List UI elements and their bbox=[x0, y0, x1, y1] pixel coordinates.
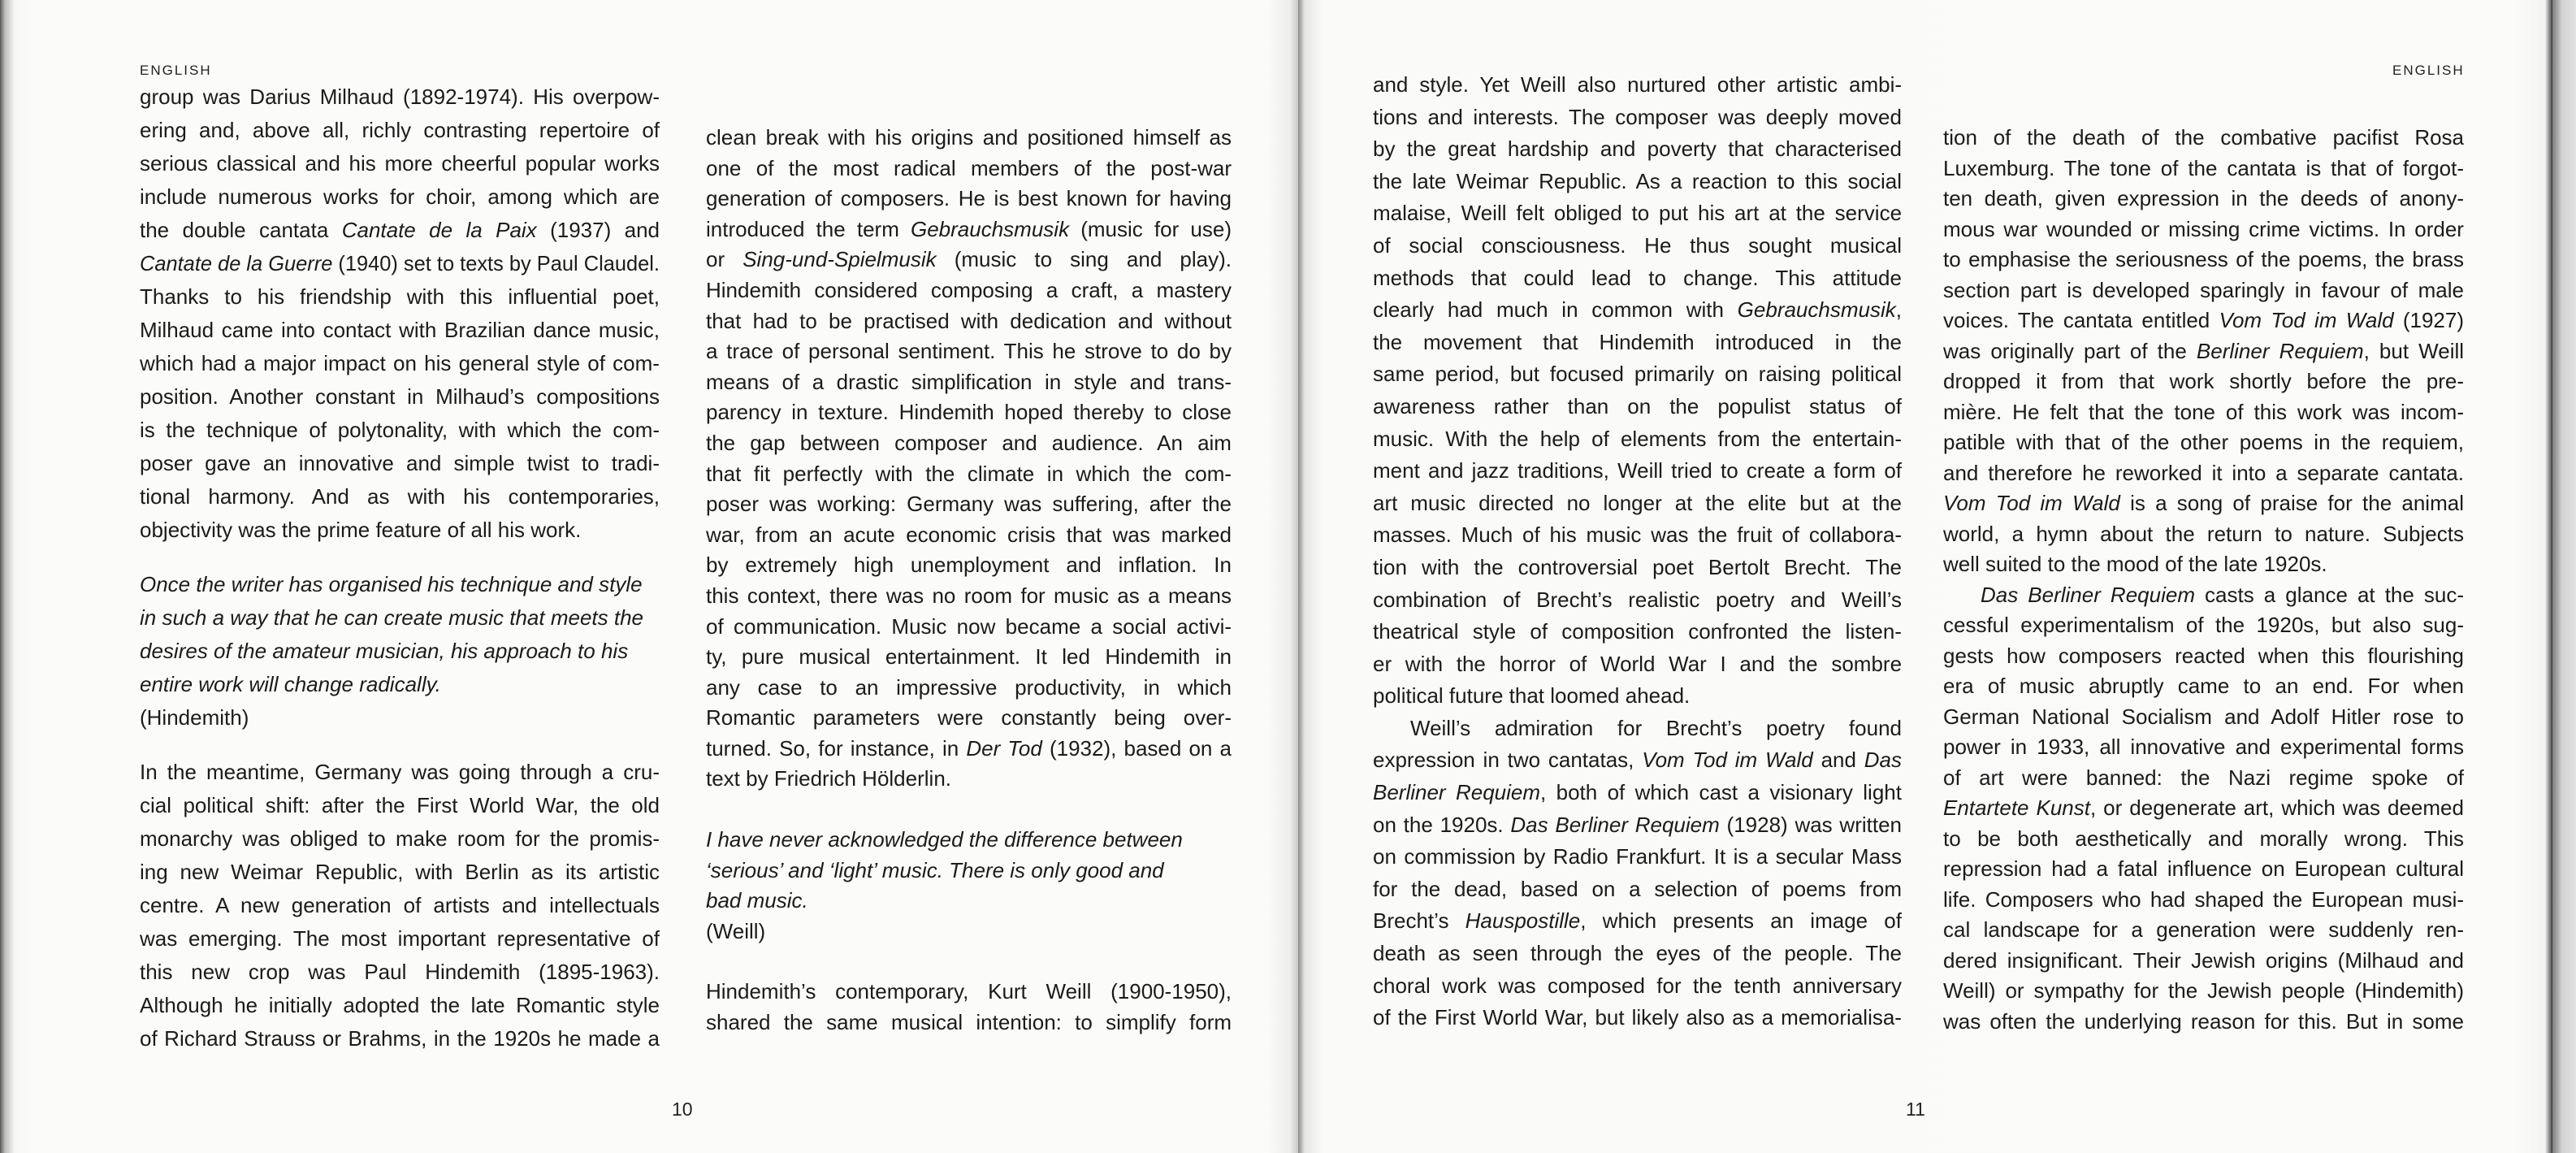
text-run: of social consciousness. He thus sought musical bbox=[1373, 232, 1903, 258]
block-quote bbox=[140, 568, 660, 735]
text-column-3 bbox=[1373, 69, 1902, 1034]
paragraph bbox=[706, 123, 1232, 795]
text-line bbox=[1943, 915, 2464, 946]
italic-title: Cantate de la Paix bbox=[341, 218, 537, 242]
text-line bbox=[706, 673, 1232, 704]
text-line bbox=[1373, 262, 1902, 295]
text-run: Hindemith’s contemporary, Kurt Weill (1900-1950), bbox=[706, 979, 1232, 1004]
text-run: war, from an acute economic crisis that was marked bbox=[706, 522, 1232, 547]
text-run: In the meantime, Germany was going through a cru- bbox=[140, 760, 660, 784]
italic-title: Cantate de la Guerre bbox=[140, 251, 333, 275]
text-run: monarchy was obliged to make room for the promis- bbox=[140, 826, 660, 851]
block-quote bbox=[706, 825, 1232, 947]
text-run: Romantic parameters were constantly being over- bbox=[706, 705, 1232, 730]
text-run: means of a drastic simplification in style and trans- bbox=[706, 369, 1232, 394]
text-run: group was Darius Milhaud (1892-1974). His overpow- bbox=[140, 85, 660, 109]
text-run: , which presents an image of bbox=[1580, 908, 1902, 934]
text-line bbox=[1943, 610, 2464, 641]
text-run: poser was working: Germany was suffering, after the bbox=[706, 492, 1232, 517]
text-run: dropped it from that work shortly before the pre- bbox=[1943, 369, 2464, 393]
text-line bbox=[706, 642, 1232, 673]
text-line bbox=[706, 581, 1232, 612]
text-line bbox=[1373, 680, 1902, 713]
text-run: ing new Weimar Republic, with Berlin as its artistic bbox=[140, 860, 660, 884]
text-line bbox=[1373, 648, 1902, 681]
text-line bbox=[1943, 366, 2464, 397]
text-run: casts a glance at the suc- bbox=[2195, 582, 2465, 607]
quote-attribution bbox=[706, 917, 1232, 947]
text-run: ten death, given expression in the deeds of anony- bbox=[1943, 186, 2464, 210]
italic-title: Das bbox=[1864, 748, 1903, 773]
text-run: the gap between composer and audience. An aim bbox=[706, 430, 1232, 455]
text-run: death as seen through the eyes of the people. The bbox=[1373, 941, 1903, 966]
text-line bbox=[140, 989, 660, 1022]
text-run: to be both aesthetically and morally wrong. This bbox=[1943, 826, 2464, 851]
booklet-edge bbox=[2552, 0, 2576, 1153]
text-column-2 bbox=[706, 123, 1232, 1038]
text-line bbox=[140, 822, 660, 856]
text-line bbox=[1943, 245, 2464, 275]
text-run: is the technique of polytonality, with which the com- bbox=[140, 418, 660, 442]
text-line bbox=[140, 447, 660, 480]
text-line bbox=[140, 889, 660, 922]
text-line bbox=[1373, 809, 1902, 842]
text-line bbox=[1943, 793, 2464, 824]
text-run: art music directed no longer at the elite but at the bbox=[1373, 490, 1902, 515]
text-run: (Weill) bbox=[706, 918, 766, 943]
text-line bbox=[706, 734, 1232, 765]
text-line bbox=[706, 336, 1232, 367]
text-run: Once the writer has organised his technique and style bbox=[140, 572, 643, 596]
text-line bbox=[706, 215, 1232, 245]
quote-line bbox=[706, 856, 1232, 886]
text-run: tions and interests. The composer was deeply moved bbox=[1373, 104, 1902, 129]
text-line bbox=[1943, 549, 2464, 580]
italic-title: Hauspostille bbox=[1465, 908, 1581, 934]
quote-attribution bbox=[140, 701, 660, 735]
text-line bbox=[1943, 184, 2464, 215]
text-line bbox=[140, 480, 660, 514]
paragraph bbox=[706, 977, 1232, 1038]
text-line bbox=[1943, 458, 2464, 489]
italic-title: Gebrauchsmusik bbox=[911, 216, 1070, 241]
text-line bbox=[140, 147, 660, 180]
text-line bbox=[1373, 327, 1902, 359]
text-line bbox=[1373, 584, 1902, 617]
text-line bbox=[1943, 824, 2464, 855]
text-run: tion of the death of the combative pacifist Rosa bbox=[1943, 125, 2465, 150]
text-line bbox=[140, 414, 660, 447]
text-line bbox=[1373, 713, 1902, 745]
text-run: I have never acknowledged the difference between bbox=[706, 827, 1183, 852]
text-line bbox=[140, 756, 660, 789]
italic-title: Vom Tod im Wald bbox=[1943, 491, 2120, 515]
text-line bbox=[140, 789, 660, 822]
text-run: ty, pure musical entertainment. It led Hindemith in bbox=[706, 644, 1232, 670]
paragraph bbox=[140, 80, 660, 547]
text-run: this new crop was Paul Hindemith (1895-1963). bbox=[140, 960, 660, 984]
text-run: of Richard Strauss or Brahms, in the 1920s he made a bbox=[140, 1026, 660, 1051]
text-run: methods that could lead to change. This attitude bbox=[1373, 265, 1902, 290]
text-run: include numerous works for choir, among which are bbox=[140, 184, 660, 209]
text-run: patible with that of the other poems in the requiem, bbox=[1943, 430, 2464, 454]
text-run: malaise, Weill felt obliged to put his art at the service bbox=[1373, 201, 1903, 226]
text-run: era of music abruptly came to an end. For when bbox=[1943, 674, 2464, 698]
text-run: same period, but focused primarily on raising political bbox=[1373, 362, 1902, 387]
text-run: on commission by Radio Frankfurt. It is a secular Mass bbox=[1373, 844, 1902, 869]
text-line bbox=[1943, 397, 2464, 428]
paragraph bbox=[140, 756, 660, 1055]
text-run: music. With the help of elements from the entertain- bbox=[1373, 426, 1902, 451]
text-run: by the great hardship and poverty that characterised bbox=[1373, 137, 1903, 162]
text-line bbox=[140, 214, 660, 247]
text-run: , or degenerate art, which was deemed bbox=[2089, 795, 2464, 820]
text-run: text by Friedrich Hölderlin. bbox=[706, 766, 951, 791]
quote-line bbox=[140, 568, 660, 601]
text-run: the late Weimar Republic. As a reaction to this social bbox=[1373, 168, 1903, 193]
text-run: theatrical style of composition confronted the listen- bbox=[1373, 619, 1902, 644]
text-line bbox=[1943, 488, 2464, 519]
text-line bbox=[706, 428, 1232, 459]
text-line bbox=[1943, 671, 2464, 702]
text-line bbox=[1373, 552, 1902, 584]
text-line bbox=[1373, 616, 1902, 648]
text-run: ment and jazz traditions, Weill tried to create a form of bbox=[1373, 458, 1903, 483]
text-line bbox=[140, 347, 660, 380]
text-run: mous war wounded or missing crime victims. In order bbox=[1943, 216, 2464, 241]
text-line bbox=[706, 764, 1232, 795]
text-run: serious classical and his more cheerful popular works bbox=[140, 151, 660, 176]
text-line bbox=[1373, 423, 1902, 456]
text-run: any case to an impressive productivity, in which bbox=[706, 674, 1232, 700]
text-run: ering and, above all, richly contrasting repertoire of bbox=[140, 118, 660, 142]
text-run: dered insignificant. Their Jewish origins (Milhaud and bbox=[1943, 947, 2465, 973]
text-run: mière. He felt that the tone of this work was incom- bbox=[1943, 399, 2464, 424]
text-run: poser gave an innovative and simple twist to tradi- bbox=[140, 451, 660, 475]
italic-title: Vom Tod im Wald bbox=[1642, 748, 1813, 773]
text-line bbox=[1373, 133, 1902, 166]
text-run: section part is developed sparingly in favour of male bbox=[1943, 277, 2464, 302]
text-run: gests how composers reacted when this flourishing bbox=[1943, 643, 2464, 668]
text-line bbox=[1943, 702, 2464, 733]
italic-title: Entartete Kunst bbox=[1943, 795, 2090, 820]
text-run: (1940) set to texts by Paul Claudel. bbox=[332, 251, 660, 275]
text-line bbox=[1943, 336, 2464, 367]
paragraph bbox=[1373, 713, 1902, 1034]
text-line bbox=[140, 956, 660, 989]
text-line bbox=[1373, 391, 1902, 423]
quote-line bbox=[140, 668, 660, 701]
text-line bbox=[706, 489, 1232, 520]
text-run: tion with the controversial poet Bertolt Brecht. The bbox=[1373, 554, 1903, 579]
text-run: the movement that Hindemith introduced in the bbox=[1373, 329, 1902, 354]
text-run: world, a hymn about the return to nature. Subjects bbox=[1943, 521, 2464, 546]
text-line bbox=[706, 459, 1232, 490]
text-line bbox=[140, 180, 660, 214]
text-run: which had a major impact on his general style of com- bbox=[140, 351, 660, 375]
italic-title: Berliner Requiem bbox=[1373, 780, 1541, 805]
text-column-1 bbox=[140, 80, 660, 1055]
text-run: of the First World War, but likely also as a memorialisa- bbox=[1373, 1005, 1902, 1030]
text-run: expression in two cantatas, bbox=[1373, 748, 1643, 773]
text-line bbox=[1943, 154, 2464, 184]
text-line bbox=[1373, 841, 1902, 873]
text-run: clean break with his origins and positioned himself as bbox=[706, 125, 1232, 150]
text-run: clearly had much in common with bbox=[1373, 297, 1738, 323]
paragraph bbox=[1943, 123, 2464, 580]
text-run: position. Another constant in Milhaud’s compositions bbox=[140, 384, 660, 409]
text-run: (1927) bbox=[2393, 308, 2465, 332]
text-line bbox=[1373, 197, 1902, 230]
text-line bbox=[1373, 938, 1902, 970]
text-run: of art were banned: the Nazi regime spoke of bbox=[1943, 765, 2465, 790]
text-run: or bbox=[706, 247, 743, 272]
text-line bbox=[1373, 777, 1902, 809]
text-line bbox=[140, 922, 660, 956]
quote-line bbox=[140, 601, 660, 635]
text-line bbox=[706, 977, 1232, 1008]
text-line bbox=[706, 306, 1232, 337]
italic-title: Das Berliner Requiem bbox=[1981, 582, 2195, 607]
text-line bbox=[140, 514, 660, 547]
text-line bbox=[140, 856, 660, 889]
quote-line bbox=[140, 635, 660, 668]
text-run: tional harmony. And as with his contemporaries, bbox=[140, 484, 660, 509]
text-line bbox=[140, 1022, 660, 1055]
text-run: in such a way that he can create music that meets the bbox=[140, 605, 643, 630]
text-line bbox=[706, 154, 1232, 184]
text-line bbox=[706, 550, 1232, 581]
text-line bbox=[1943, 580, 2464, 611]
paragraph bbox=[1943, 580, 2464, 1038]
text-run: and therefore he reworked it into a separate cantata. bbox=[1943, 460, 2464, 485]
text-run: desires of the amateur musician, his approach to his bbox=[140, 639, 629, 663]
text-run: objectivity was the prime feature of all his work. bbox=[140, 518, 582, 542]
text-run: parency in texture. Hindemith hoped thereby to close bbox=[706, 400, 1232, 425]
paragraph bbox=[1373, 69, 1902, 713]
text-run: that had to be practised with dedication and without bbox=[706, 308, 1232, 333]
text-run: (music to sing and play). bbox=[936, 247, 1232, 272]
page-number-left: 10 bbox=[672, 1099, 693, 1120]
text-run: entire work will change radically. bbox=[140, 672, 441, 696]
text-run: is a song of praise for the animal bbox=[2119, 491, 2464, 515]
text-run: , both of which cast a visionary light bbox=[1540, 780, 1902, 805]
text-run: that fit perfectly with the climate in which the com- bbox=[706, 461, 1232, 486]
text-run: to emphasise the seriousness of the poems, the brass bbox=[1943, 247, 2464, 271]
text-run: cal landscape for a generation were suddenly ren- bbox=[1943, 917, 2465, 942]
text-run: of communication. Music now became a social activi- bbox=[706, 613, 1232, 639]
text-line bbox=[1373, 230, 1902, 262]
quote-line bbox=[706, 886, 1232, 917]
running-header-right: ENGLISH bbox=[2392, 63, 2465, 78]
text-line bbox=[1943, 976, 2464, 1007]
text-line bbox=[1373, 166, 1902, 198]
text-line bbox=[1373, 455, 1902, 488]
text-run: bad music. bbox=[706, 888, 808, 913]
text-run: cessful experimentalism of the 1920s, but also sug- bbox=[1943, 613, 2464, 637]
text-run: Brecht’s bbox=[1373, 908, 1466, 934]
text-line bbox=[706, 612, 1232, 643]
text-run: Weill) or sympathy for the Jewish people (Hindemith) bbox=[1943, 978, 2464, 1003]
text-run: for the dead, based on a selection of poems from bbox=[1373, 876, 1902, 901]
text-run: (1937) and bbox=[536, 218, 660, 242]
text-line bbox=[1373, 102, 1902, 134]
text-run: repression had a fatal influence on European cultural bbox=[1943, 856, 2464, 881]
text-run: voices. The cantata entitled bbox=[1943, 308, 2219, 332]
text-line bbox=[1943, 763, 2464, 794]
italic-title: Berliner Requiem bbox=[2196, 338, 2364, 363]
text-run: this context, there was no room for music as a means bbox=[706, 583, 1232, 608]
text-run: Thanks to his friendship with this influential poet, bbox=[140, 284, 660, 309]
text-line bbox=[706, 520, 1232, 551]
text-run: power in 1933, all innovative and experimental forms bbox=[1943, 735, 2464, 759]
text-run: ‘serious’ and ‘light’ music. There is only good and bbox=[706, 857, 1164, 882]
text-line bbox=[1943, 519, 2464, 550]
text-line bbox=[140, 80, 660, 114]
text-line bbox=[706, 275, 1232, 306]
text-run: was originally part of the bbox=[1943, 338, 2197, 363]
text-run: , but Weill bbox=[2363, 338, 2465, 363]
text-line bbox=[140, 280, 660, 314]
text-run: a trace of personal sentiment. This he strove to do by bbox=[706, 339, 1232, 364]
text-run: generation of composers. He is best known for having bbox=[706, 186, 1232, 211]
text-run: by extremely high unemployment and inflation. In bbox=[706, 553, 1232, 578]
text-run: turned. So, for instance, in bbox=[706, 735, 967, 761]
text-run: cial political shift: after the First World War, the old bbox=[140, 793, 660, 817]
quote-line bbox=[706, 825, 1232, 856]
running-header-left: ENGLISH bbox=[140, 63, 212, 78]
text-run: (music for use) bbox=[1069, 216, 1232, 241]
text-line bbox=[1373, 905, 1902, 938]
text-run: and style. Yet Weill also nurtured other artistic ambi- bbox=[1373, 72, 1903, 97]
text-run: (1932), based on a bbox=[1041, 735, 1232, 761]
italic-title: Vom Tod im Wald bbox=[2219, 308, 2394, 332]
italic-title: Gebrauchsmusik bbox=[1737, 297, 1896, 323]
text-line bbox=[1373, 488, 1902, 520]
text-line bbox=[140, 380, 660, 414]
text-column-4 bbox=[1943, 123, 2464, 1037]
text-run: well suited to the mood of the late 1920s. bbox=[1943, 552, 2327, 576]
text-line bbox=[1943, 732, 2464, 763]
text-run: awareness rather than on the populist status of bbox=[1373, 393, 1903, 418]
text-line bbox=[706, 703, 1232, 734]
text-line bbox=[706, 245, 1232, 275]
text-line bbox=[1373, 69, 1902, 102]
text-run: the double cantata bbox=[140, 218, 342, 242]
text-line bbox=[706, 367, 1232, 398]
text-line bbox=[1373, 970, 1902, 1003]
text-run: masses. Much of his music was the fruit of collabora- bbox=[1373, 522, 1903, 548]
text-line bbox=[140, 114, 660, 147]
text-run: political future that loomed ahead. bbox=[1373, 683, 1691, 709]
text-run: and bbox=[1812, 748, 1864, 773]
text-line bbox=[1373, 294, 1902, 327]
text-run: , bbox=[1895, 297, 1902, 323]
text-line bbox=[1373, 1002, 1902, 1034]
text-run: combination of Brecht’s realistic poetry and Weill’s bbox=[1373, 587, 1903, 612]
text-line bbox=[1943, 306, 2464, 336]
text-line bbox=[1943, 215, 2464, 245]
text-line bbox=[706, 123, 1232, 154]
text-run: one of the most radical members of the post-war bbox=[706, 155, 1232, 180]
text-line bbox=[1943, 427, 2464, 458]
text-run: (Hindemith) bbox=[140, 705, 249, 730]
page-number-right: 11 bbox=[1906, 1099, 1925, 1120]
text-run: Although he initially adopted the late Romantic style bbox=[140, 993, 660, 1017]
text-line bbox=[706, 1008, 1232, 1038]
text-line bbox=[1943, 1007, 2464, 1038]
text-line bbox=[1373, 744, 1902, 777]
text-run: on the 1920s. bbox=[1373, 812, 1511, 837]
text-run: centre. A new generation of artists and intellectuals bbox=[140, 893, 660, 917]
text-run: Milhaud came into contact with Brazilian dance music, bbox=[140, 318, 660, 342]
text-line bbox=[1943, 641, 2464, 672]
text-run: Weill’s admiration for Brecht’s poetry found bbox=[1410, 715, 1902, 740]
text-run: introduced the term bbox=[706, 216, 911, 241]
text-line bbox=[1943, 123, 2464, 154]
text-line bbox=[1943, 946, 2464, 977]
text-line bbox=[1943, 885, 2464, 916]
text-run: er with the horror of World War I and the sombre bbox=[1373, 651, 1903, 676]
text-run: was often the underlying reason for this. But in some bbox=[1943, 1008, 2465, 1034]
text-line bbox=[1373, 519, 1902, 552]
text-line bbox=[706, 184, 1232, 215]
italic-title: Sing-und-Spielmusik bbox=[742, 247, 937, 272]
text-line bbox=[1373, 358, 1902, 391]
italic-title: Das Berliner Requiem bbox=[1510, 812, 1720, 837]
text-run: Hindemith considered composing a craft, a mastery bbox=[706, 277, 1232, 302]
text-line bbox=[706, 397, 1232, 428]
italic-title: Der Tod bbox=[966, 735, 1042, 761]
text-run: was emerging. The most important representative of bbox=[140, 926, 660, 951]
text-run: choral work was composed for the tenth anniversary bbox=[1373, 973, 1903, 998]
text-run: German National Socialism and Adolf Hitler rose to bbox=[1943, 704, 2464, 729]
text-line bbox=[140, 314, 660, 347]
text-line bbox=[1943, 275, 2464, 306]
text-line bbox=[1373, 873, 1902, 906]
text-run: (1928) was written bbox=[1719, 812, 1903, 837]
text-line bbox=[1943, 854, 2464, 885]
text-run: shared the same musical intention: to simplify form bbox=[706, 1010, 1232, 1035]
text-run: Luxemburg. The tone of the cantata is that of forgot- bbox=[1943, 155, 2465, 180]
text-run: life. Composers who had shaped the European musi- bbox=[1943, 886, 2464, 912]
text-line bbox=[140, 247, 660, 280]
